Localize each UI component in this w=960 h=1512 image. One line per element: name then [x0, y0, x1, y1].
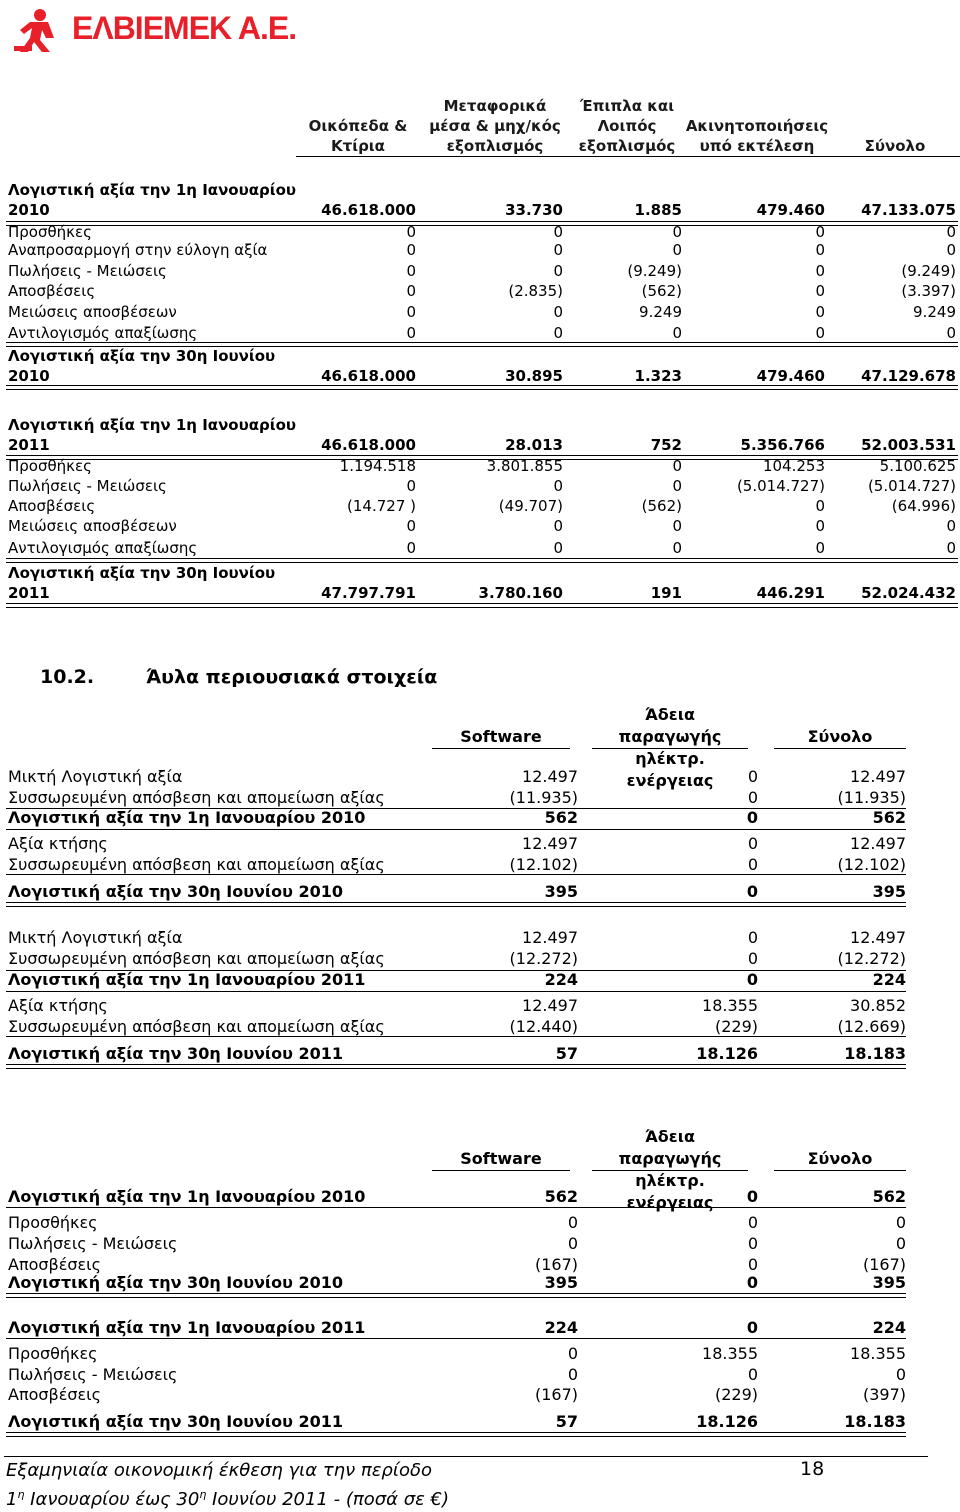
cell-value: 30.852 [850, 996, 906, 1015]
cell-value: (12.440) [509, 1017, 578, 1036]
cell-value: 0 [895, 1213, 906, 1232]
logo-worker-icon [12, 6, 68, 54]
row-label [8, 563, 275, 603]
cell-value: 0 [406, 303, 416, 321]
footer-line1: Εξαμηνιαία οικονομική έκθεση για την περίοδο [6, 1460, 432, 1481]
row-rule [6, 1293, 906, 1298]
row-label [8, 302, 177, 322]
cell-value: (397) [862, 1385, 906, 1404]
cell-value: (5.014.727) [867, 477, 956, 495]
cell-value: 12.497 [522, 996, 578, 1015]
cell-value: 5.100.625 [879, 457, 956, 475]
cell-value: 18.126 [696, 1412, 758, 1431]
cell-value: (12.102) [509, 855, 578, 874]
cell-value: 12.497 [522, 834, 578, 853]
cell-value: 479.460 [756, 201, 825, 219]
movement-row [8, 1385, 908, 1405]
cell-value: 0 [406, 241, 416, 259]
row-rule [6, 1207, 906, 1208]
company-logo [12, 4, 312, 52]
cell-value: 0 [672, 324, 682, 342]
row-label-line: Αποσβέσεις [8, 282, 96, 300]
balance-row [8, 416, 958, 455]
movement-row [8, 1344, 908, 1364]
cell-value: 18.126 [696, 1044, 758, 1063]
cell-value: (9.249) [627, 262, 682, 280]
row-label-line: 2010 [8, 201, 50, 219]
row-label-line: Αποσβέσεις [8, 497, 96, 515]
cell-value: 0 [815, 303, 825, 321]
row-label-line: Προσθήκες [8, 223, 92, 241]
row-rule [6, 902, 906, 907]
cell-value: 191 [650, 584, 682, 602]
row-label-line: Μειώσεις αποσβέσεων [8, 517, 177, 535]
cell-value: 0 [672, 539, 682, 557]
cell-value: 562 [544, 1187, 578, 1206]
cell-value: (3.397) [901, 282, 956, 300]
row-label: Λογιστική αξία την 30η Ιουνίου 2010 [8, 1273, 344, 1292]
cell-value: (64.996) [891, 497, 956, 515]
cell-value: 52.003.531 [861, 436, 956, 454]
cell-value: (167) [534, 1255, 578, 1274]
cell-value: 57 [555, 1412, 578, 1431]
col-header-construction: Ακινητοποιήσεις υπό εκτέλεση [685, 117, 829, 155]
row-label: Αποσβέσεις [8, 1255, 101, 1274]
movement-row [8, 1365, 908, 1385]
cell-value: 0 [747, 767, 758, 786]
cell-value: 0 [747, 949, 758, 968]
balance-row [8, 808, 908, 828]
cell-value: 0 [567, 1365, 578, 1384]
cell-value: 0 [672, 457, 682, 475]
movement-row [8, 855, 908, 875]
header-rule [592, 748, 748, 749]
cell-value: 47.129.678 [861, 367, 956, 385]
row-label: Πωλήσεις - Μειώσεις [8, 1234, 178, 1253]
cell-value: 1.323 [634, 367, 682, 385]
cell-value: (14.727 ) [347, 497, 416, 515]
cell-value: 0 [553, 241, 563, 259]
balance-row [8, 1318, 908, 1338]
row-label [8, 261, 167, 281]
movement-row [8, 1255, 908, 1275]
cell-value: 0 [567, 1344, 578, 1363]
row-label: Λογιστική αξία την 30η Ιουνίου 2011 [8, 1044, 344, 1063]
col-header-vehicles: Μεταφορικά μέσα & μηχ/κός εξοπλισμός [429, 97, 561, 155]
cell-value: 12.497 [522, 767, 578, 786]
cell-value: 224 [544, 970, 578, 989]
row-label: Λογιστική αξία την 1η Ιανουαρίου 2010 [8, 1187, 366, 1206]
cell-value: 0 [406, 282, 416, 300]
cell-value: (167) [534, 1385, 578, 1404]
balance-row [8, 1273, 908, 1293]
row-label-line: 2011 [8, 584, 50, 602]
row-label [8, 323, 197, 343]
row-label [8, 281, 95, 301]
cell-value: 18.355 [702, 996, 758, 1015]
cell-value: 0 [553, 223, 563, 241]
cell-value: 0 [406, 262, 416, 280]
cell-value: 0 [406, 477, 416, 495]
cell-value: (12.669) [837, 1017, 906, 1036]
cell-value: 0 [406, 324, 416, 342]
cell-value: 104.253 [762, 457, 825, 475]
row-rule [6, 1036, 906, 1037]
row-rule [6, 1064, 906, 1069]
movement-row [8, 476, 958, 496]
row-label: Αποσβέσεις [8, 1385, 101, 1404]
cell-value: 47.797.791 [321, 584, 416, 602]
cell-value: 0 [946, 223, 956, 241]
row-rule [6, 603, 958, 608]
movement-row [8, 996, 908, 1016]
movement-row [8, 1213, 908, 1233]
cell-value: 395 [544, 882, 578, 901]
cell-value: (12.102) [837, 855, 906, 874]
header-rule [432, 748, 570, 749]
footer-rule [4, 1456, 928, 1457]
row-label: Λογιστική αξία την 1η Ιανουαρίου 2011 [8, 970, 366, 989]
row-rule [6, 808, 906, 809]
cell-value: 0 [815, 324, 825, 342]
header-rule [592, 1170, 748, 1171]
cell-value: 0 [747, 928, 758, 947]
cell-value: 0 [553, 262, 563, 280]
col-header-furniture: Έπιπλα και Λοιπός εξοπλισμός [578, 97, 676, 155]
movement-row [8, 538, 958, 558]
movement-row [8, 516, 958, 536]
cell-value: 0 [672, 477, 682, 495]
col-header-total: Σύνολο [807, 1149, 873, 1168]
cell-value: 0 [895, 1365, 906, 1384]
row-label [8, 180, 296, 220]
cell-value: 9.249 [639, 303, 682, 321]
row-rule [6, 455, 958, 460]
cell-value: 0 [746, 1187, 758, 1206]
cell-value: (5.014.727) [736, 477, 825, 495]
row-label [8, 476, 167, 496]
cell-value: 9.249 [913, 303, 956, 321]
row-label-line: Λογιστική αξία την 1η Ιανουαρίου [8, 416, 297, 434]
cell-value: 0 [747, 855, 758, 874]
col-header-land-buildings: Οικόπεδα & Κτίρια [308, 117, 408, 155]
row-rule [6, 558, 958, 563]
cell-value: 446.291 [756, 584, 825, 602]
cell-value: 0 [672, 517, 682, 535]
row-label-line: Πωλήσεις - Μειώσεις [8, 477, 167, 495]
row-label: Προσθήκες [8, 1344, 98, 1363]
row-label: Λογιστική αξία την 1η Ιανουαρίου 2011 [8, 1318, 366, 1337]
cell-value: 33.730 [505, 201, 563, 219]
movement-row [8, 834, 908, 854]
row-label: Συσσωρευμένη απόσβεση και απομείωση αξίας [8, 949, 385, 968]
cell-value: 395 [544, 1273, 578, 1292]
cell-value: 0 [747, 1234, 758, 1253]
cell-value: (11.935) [509, 788, 578, 807]
logo-text: ΕΛΒΙΕΜΕΚ Α.Ε. [72, 10, 297, 46]
cell-value: (12.272) [837, 949, 906, 968]
movement-row [8, 261, 958, 281]
cell-value: 0 [815, 262, 825, 280]
row-rule [6, 874, 906, 875]
cell-value: 0 [747, 834, 758, 853]
cell-value: 0 [553, 324, 563, 342]
cell-value: 0 [895, 1234, 906, 1253]
cell-value: 395 [872, 1273, 906, 1292]
cell-value: 12.497 [850, 767, 906, 786]
cell-value: 5.356.766 [740, 436, 825, 454]
movement-row [8, 949, 908, 969]
cell-value: 18.183 [844, 1412, 906, 1431]
cell-value: 47.133.075 [861, 201, 956, 219]
cell-value: 1.885 [634, 201, 682, 219]
cell-value: 0 [946, 539, 956, 557]
footer-line2: $1^\eta$ Ιανουαρίου έως $30^\eta$ Ιουνίου 2011 - (ποσά σε €) [6, 1488, 450, 1510]
cell-value: 224 [872, 1318, 906, 1337]
movement-row [8, 788, 908, 808]
cell-value: (562) [641, 282, 682, 300]
cell-value: 0 [553, 539, 563, 557]
cell-value: 0 [406, 223, 416, 241]
cell-value: 0 [815, 517, 825, 535]
header-rule [774, 748, 906, 749]
cell-value: 0 [815, 223, 825, 241]
movement-row [8, 1017, 908, 1037]
cell-value: 0 [746, 1318, 758, 1337]
row-rule [6, 385, 958, 390]
cell-value: (167) [862, 1255, 906, 1274]
cell-value: 46.618.000 [321, 436, 416, 454]
row-label-line: Προσθήκες [8, 457, 92, 475]
movement-row [8, 281, 958, 301]
balance-row [8, 1187, 908, 1207]
col-header-total: Σύνολο [807, 727, 873, 746]
cell-value: 562 [872, 808, 906, 827]
cell-value: 0 [946, 241, 956, 259]
movement-row [8, 323, 958, 343]
balance-row [8, 181, 958, 220]
cell-value: 0 [815, 241, 825, 259]
cell-value: (9.249) [901, 262, 956, 280]
cell-value: 562 [544, 808, 578, 827]
cell-value: 479.460 [756, 367, 825, 385]
row-label: Αξία κτήσης [8, 834, 108, 853]
row-rule [6, 1338, 906, 1339]
cell-value: 0 [747, 1365, 758, 1384]
cell-value: 224 [544, 1318, 578, 1337]
row-label: Μικτή Λογιστική αξία [8, 767, 183, 786]
cell-value: 752 [650, 436, 682, 454]
row-label [8, 346, 275, 386]
cell-value: 0 [815, 539, 825, 557]
cell-value: 30.895 [505, 367, 563, 385]
row-rule [6, 221, 958, 226]
movement-row [8, 240, 958, 260]
cell-value: 0 [746, 808, 758, 827]
row-label: Μικτή Λογιστική αξία [8, 928, 183, 947]
cell-value: 3.801.855 [486, 457, 563, 475]
cell-value: (229) [714, 1385, 758, 1404]
header-rule [296, 156, 960, 157]
cell-value: 0 [747, 1213, 758, 1232]
cell-value: 224 [872, 970, 906, 989]
cell-value: 0 [815, 497, 825, 515]
cell-value: 1.194.518 [339, 457, 416, 475]
cell-value: 0 [553, 303, 563, 321]
cell-value: 12.497 [850, 928, 906, 947]
cell-value: (11.935) [837, 788, 906, 807]
row-label: Συσσωρευμένη απόσβεση και απομείωση αξίας [8, 788, 385, 807]
cell-value: 18.183 [844, 1044, 906, 1063]
balance-row [8, 1412, 908, 1432]
row-rule [6, 342, 958, 347]
row-label-line: 2010 [8, 367, 50, 385]
row-label-line: Πωλήσεις - Μειώσεις [8, 262, 167, 280]
cell-value: (12.272) [509, 949, 578, 968]
balance-row [8, 347, 958, 386]
row-rule [6, 991, 906, 992]
balance-row [8, 1044, 908, 1064]
cell-value: (229) [714, 1017, 758, 1036]
row-label-line: 2011 [8, 436, 50, 454]
col-header-license: Άδεια παραγωγής ηλέκτρ. ενέργειας [618, 1127, 722, 1212]
movement-row [8, 302, 958, 322]
row-label [8, 496, 95, 516]
section-number: 10.2. [40, 666, 95, 688]
cell-value: 12.497 [850, 834, 906, 853]
row-rule [6, 970, 906, 971]
row-label [8, 415, 296, 455]
cell-value: 0 [406, 539, 416, 557]
cell-value: 46.618.000 [321, 201, 416, 219]
row-label-line: Αντιλογισμός απαξίωσης [8, 539, 198, 557]
cell-value: (562) [641, 497, 682, 515]
header-rule [432, 1170, 570, 1171]
row-label: Λογιστική αξία την 30η Ιουνίου 2010 [8, 882, 344, 901]
cell-value: 0 [747, 1255, 758, 1274]
row-label-line: Λογιστική αξία την 1η Ιανουαρίου [8, 181, 297, 199]
row-label [8, 240, 267, 260]
cell-value: 0 [815, 282, 825, 300]
col-header-total: Σύνολο [864, 137, 926, 155]
row-rule [6, 829, 906, 830]
balance-row [8, 970, 908, 990]
row-label-line: Μειώσεις αποσβέσεων [8, 303, 177, 321]
col-header-software: Software [460, 727, 542, 746]
col-header-license: Άδεια παραγωγής ηλέκτρ. ενέργειας [618, 705, 722, 790]
cell-value: 0 [746, 1273, 758, 1292]
row-label-line: Λογιστική αξία την 30η Ιουνίου [8, 347, 276, 365]
row-label: Προσθήκες [8, 1213, 98, 1232]
cell-value: (49.707) [498, 497, 563, 515]
cell-value: 12.497 [522, 928, 578, 947]
movement-row [8, 1234, 908, 1254]
cell-value: 46.618.000 [321, 367, 416, 385]
cell-value: 562 [872, 1187, 906, 1206]
movement-row [8, 496, 958, 516]
cell-value: 0 [672, 241, 682, 259]
cell-value: 0 [946, 324, 956, 342]
row-label: Συσσωρευμένη απόσβεση και απομείωση αξίας [8, 1017, 385, 1036]
balance-row [8, 564, 958, 603]
cell-value: 0 [946, 517, 956, 535]
row-label [8, 538, 197, 558]
balance-row [8, 882, 908, 902]
col-header-software: Software [460, 1149, 542, 1168]
cell-value: 0 [746, 970, 758, 989]
cell-value: 0 [747, 788, 758, 807]
cell-value: 28.013 [505, 436, 563, 454]
header-rule [774, 1170, 906, 1171]
row-label-line: Αναπροσαρμογή στην εύλογη αξία [8, 241, 268, 259]
cell-value: 18.355 [702, 1344, 758, 1363]
row-label: Λογιστική αξία την 1η Ιανουαρίου 2010 [8, 808, 366, 827]
cell-value: 0 [553, 517, 563, 535]
cell-value: 0 [746, 882, 758, 901]
movement-row [8, 767, 908, 787]
row-label [8, 516, 177, 536]
section-title: Άυλα περιουσιακά στοιχεία [146, 666, 438, 688]
cell-value: 18.355 [850, 1344, 906, 1363]
row-label-line: Λογιστική αξία την 30η Ιουνίου [8, 564, 276, 582]
row-label: Συσσωρευμένη απόσβεση και απομείωση αξίας [8, 855, 385, 874]
cell-value: 0 [567, 1213, 578, 1232]
movement-row [8, 928, 908, 948]
row-label: Λογιστική αξία την 30η Ιουνίου 2011 [8, 1412, 344, 1431]
row-label: Πωλήσεις - Μειώσεις [8, 1365, 178, 1384]
cell-value: 0 [672, 223, 682, 241]
row-label-line: Αντιλογισμός απαξίωσης [8, 324, 198, 342]
cell-value: 0 [567, 1234, 578, 1253]
cell-value: 0 [553, 477, 563, 495]
cell-value: 52.024.432 [861, 584, 956, 602]
page-number: 18 [800, 1458, 825, 1480]
cell-value: 57 [555, 1044, 578, 1063]
cell-value: (2.835) [508, 282, 563, 300]
row-rule [6, 1432, 906, 1437]
row-label: Αξία κτήσης [8, 996, 108, 1015]
cell-value: 0 [406, 517, 416, 535]
cell-value: 395 [872, 882, 906, 901]
cell-value: 3.780.160 [478, 584, 563, 602]
